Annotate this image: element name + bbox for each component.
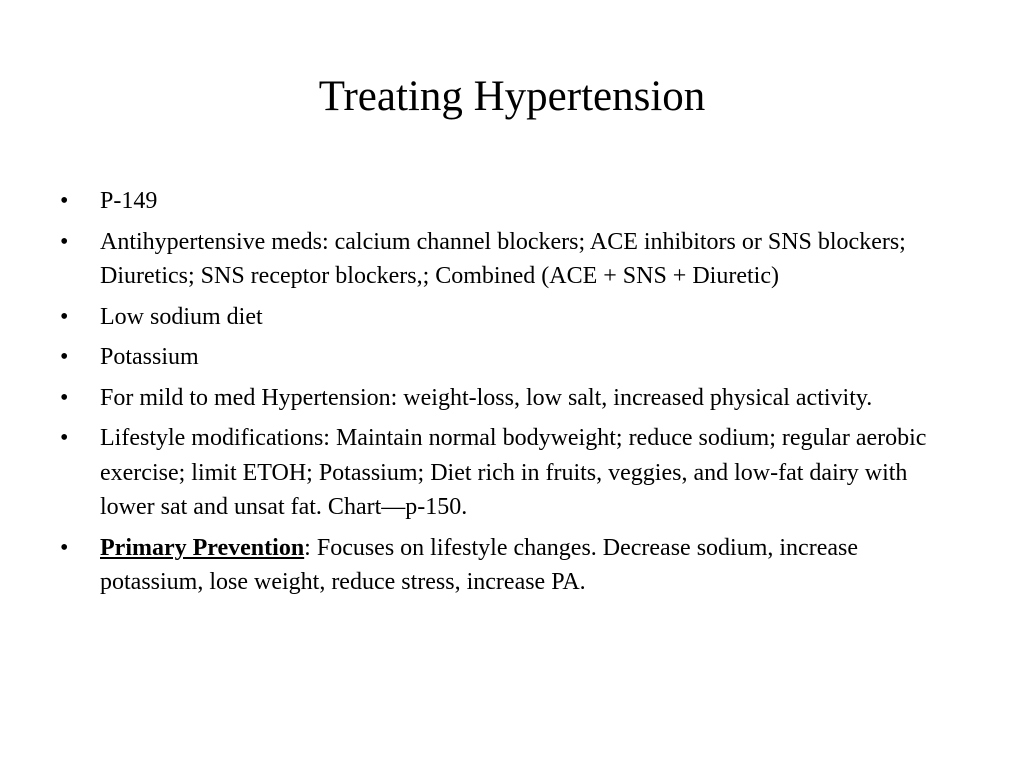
- bullet-icon: •: [60, 425, 69, 451]
- bullet-text: P-149: [100, 188, 158, 214]
- bullet-text: For mild to med Hypertension: weight-loss, low salt, increased physical activity.: [100, 384, 873, 411]
- bullet-text: Potassium: [100, 344, 199, 370]
- bullet-text: Lifestyle modifications: Maintain normal bodyweight; reduce sodium; regular aerobic exercise; limit ETOH; Potassium; Diet rich in fruits, veggies, and low-fat dairy with lower sat and unsat fat. Chart—p-150.: [100, 425, 927, 520]
- bullet-icon: •: [60, 228, 69, 255]
- bullet-list: [60, 184, 960, 606]
- bullet-item-lifestyle: [60, 421, 960, 525]
- bullet-icon: •: [60, 188, 69, 214]
- bullet-icon: •: [60, 534, 69, 561]
- bullet-text: Low sodium diet: [100, 303, 263, 330]
- bullet-icon: •: [60, 344, 69, 370]
- bullet-item-primary-prevention: [60, 531, 960, 600]
- bullet-item-potassium: [60, 340, 960, 375]
- primary-prevention-label: Primary Prevention: [100, 534, 305, 561]
- bullet-item-mild-hypertension: [60, 381, 960, 416]
- bullet-item-sodium-diet: [60, 300, 960, 335]
- bullet-text: Antihypertensive meds: calcium channel blockers; ACE inhibitors or SNS blockers; Diuretics; SNS receptor blockers,; Combined (ACE + SNS + Diuretic): [100, 228, 906, 289]
- bullet-icon: •: [60, 384, 69, 411]
- bullet-item-meds: [60, 225, 960, 294]
- bullet-text: : Focuses on lifestyle changes. Decrease sodium, increase potassium, lose weight, reduce stress, increase PA.: [100, 534, 858, 595]
- bullet-item-p149: [60, 184, 960, 219]
- slide-title: Treating Hypertension: [318, 73, 706, 120]
- bullet-icon: •: [60, 303, 69, 330]
